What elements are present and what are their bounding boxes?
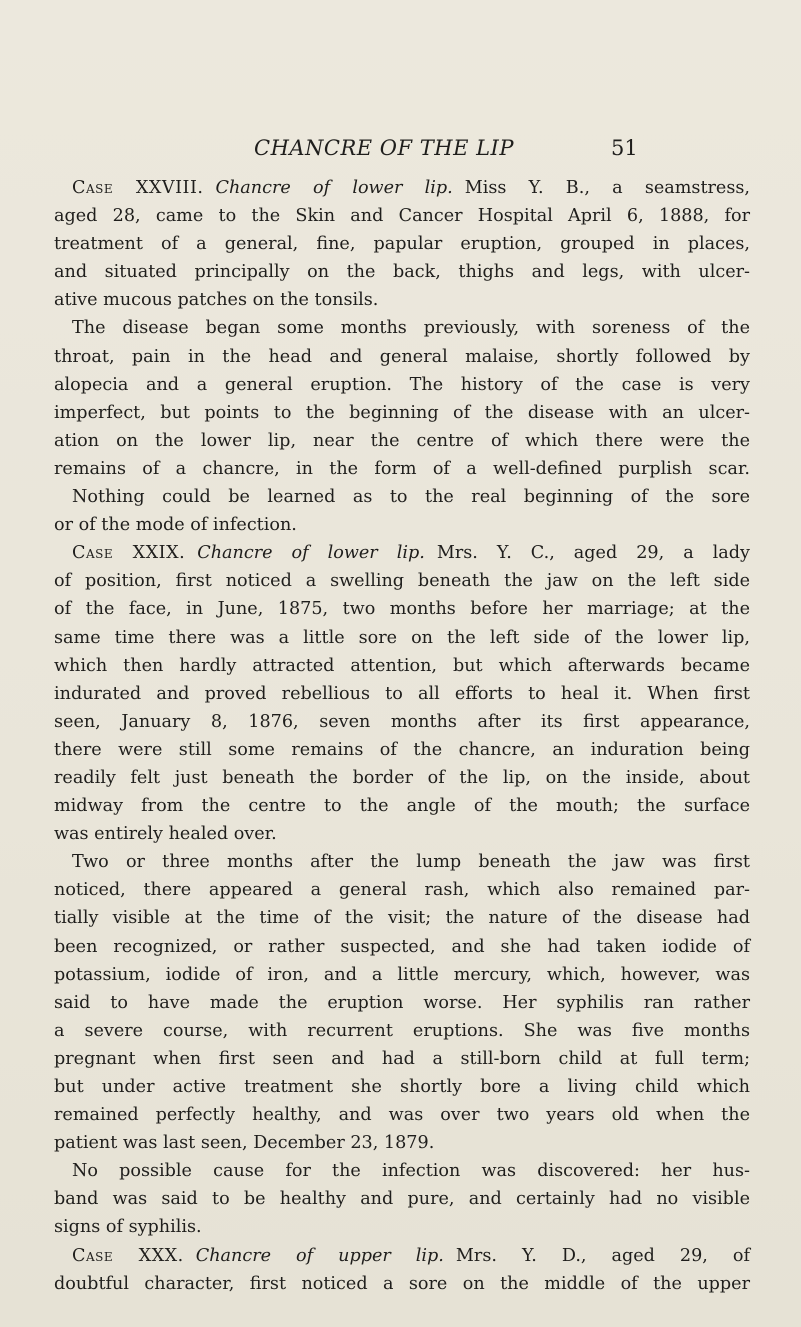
text-line-paragraph-start: No possible cause for the infection was discovered: her hus- [72,1161,750,1182]
case-29-label: Case XXIX. [72,543,186,564]
text-line: band was said to be healthy and pure, and certainly had no visible [54,1189,750,1210]
running-head [0,136,801,166]
text-line: signs of syphilis. [54,1217,202,1238]
case-28-label: Case XXVIII. [72,178,204,198]
case-28-title: Chancre of lower lip. [215,178,453,198]
text-line: was entirely healed over. [54,824,277,845]
text-line: ative mucous patches on the tonsils. [54,290,379,311]
text-line: remained perfectly healthy, and was over two years old when the [54,1105,750,1126]
text-line: doubtful character, first noticed a sore on the middle of the upper [54,1273,750,1294]
text-line: imperfect, but points to the beginning of the disease with an ulcer- [54,402,750,423]
text-line-paragraph-start: The disease began some months previously, with soreness of the [72,318,750,339]
text-line: which then hardly attracted attention, but which afterwards became [54,655,750,676]
text-line: aged 28, came to the Skin and Cancer Hospital April 6, 1888, for [54,206,750,227]
text-line: pregnant when first seen and had a still-born child at full term; [54,1048,750,1069]
case-28-line-1-rest: Miss Y. B., a seamstress, [464,178,750,198]
text-line: and situated principally on the back, thighs and legs, with ulcer- [54,262,750,283]
case-29-line-1-rest: Mrs. Y. C., aged 29, a lady [436,543,751,564]
case-29-heading-line [54,539,750,567]
case-30-label: Case XXX. [72,1245,184,1266]
text-line: treatment of a general, fine, papular eruption, grouped in places, [54,234,750,255]
running-head-title: CHANCRE OF THE LIP [254,136,514,160]
text-line: a severe course, with recurrent eruptions. She was five months [54,1020,750,1041]
text-line: of position, first noticed a swelling beneath the jaw on the left side [54,571,750,592]
text-line: seen, January 8, 1876, seven months after its first appearance, [54,711,750,732]
text-line: of the face, in June, 1875, two months before her marriage; at the [54,599,750,620]
text-line: or of the mode of infection. [54,515,297,536]
text-line: there were still some remains of the chancre, an induration being [54,739,750,760]
case-30-line-1-rest: Mrs. Y. D., aged 29, of [455,1245,750,1266]
page-number: 51 [611,136,638,160]
text-line: alopecia and a general eruption. The history of the case is very [54,374,750,395]
text-line: said to have made the eruption worse. Her syphilis ran rather [54,992,750,1013]
text-line: potassium, iodide of iron, and a little mercury, which, however, was [54,964,750,985]
text-line: same time there was a little sore on the left side of the lower lip, [54,627,750,648]
body-text [54,174,750,1298]
case-28-heading-line [54,174,750,202]
text-line: noticed, there appeared a general rash, which also remained par- [54,880,750,901]
text-line: throat, pain in the head and general malaise, shortly followed by [54,346,750,367]
text-line: but under active treatment she shortly bore a living child which [54,1077,750,1097]
text-line: remains of a chancre, in the form of a well-defined purplish scar. [54,458,750,479]
text-line-paragraph-start: Nothing could be learned as to the real beginning of the sore [72,487,750,508]
text-line-paragraph-start: Two or three months after the lump beneath the jaw was first [72,852,750,873]
case-29-title: Chancre of lower lip. [197,543,425,564]
case-30-heading-line [54,1242,750,1270]
case-30-title: Chancre of upper lip. [195,1245,444,1266]
text-line: midway from the centre to the angle of the mouth; the surface [54,796,750,817]
text-line: indurated and proved rebellious to all efforts to heal it. When first [54,683,750,704]
text-line: readily felt just beneath the border of the lip, on the inside, about [54,767,750,788]
text-line: been recognized, or rather suspected, and she had taken iodide of [54,936,750,957]
text-line: ation on the lower lip, near the centre of which there were the [54,430,750,451]
text-line: patient was last seen, December 23, 1879. [54,1133,435,1154]
text-line: tially visible at the time of the visit; the nature of the disease had [54,908,750,929]
